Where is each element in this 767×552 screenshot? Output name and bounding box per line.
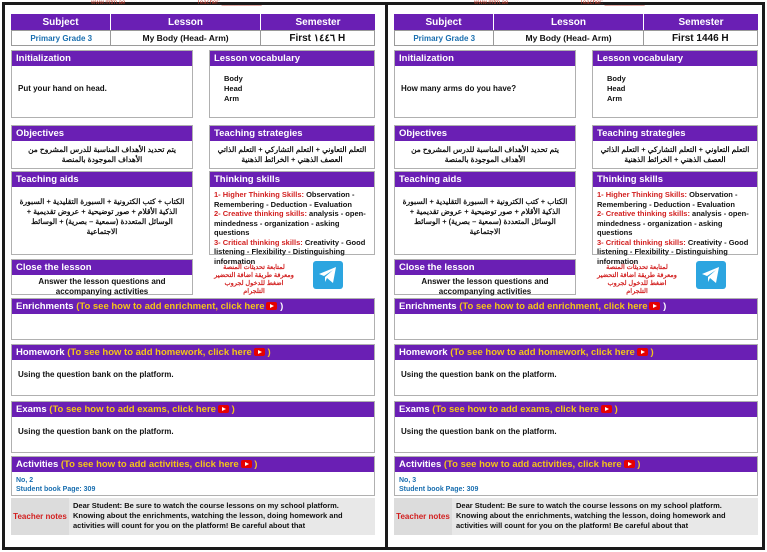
teacher-notes-text: Dear Student: Be sure to watch the course lessons on my school platform. Knowing about the enrichments, watching the lesson, doing homework and activities will count for you on the platform! Be careful about that	[69, 498, 375, 535]
strategies-title: Teaching strategies	[210, 126, 374, 141]
thinking-skills-text	[210, 187, 374, 269]
exams-help-link[interactable]	[432, 404, 612, 415]
close-lesson-title: Close the lesson	[12, 260, 192, 275]
header-row	[11, 14, 375, 30]
exams-help-link[interactable]	[49, 404, 229, 415]
homework-box	[11, 344, 375, 396]
thinking-skills-title: Thinking skills	[210, 172, 374, 187]
youtube-play-icon[interactable]	[218, 405, 229, 413]
youtube-play-icon[interactable]	[637, 348, 648, 356]
youtube-play-icon[interactable]	[241, 460, 252, 468]
activity-number: No, 3	[399, 477, 417, 484]
semester-value: First ١٤٤٦ H	[289, 32, 346, 44]
homework-paren: )	[267, 347, 271, 358]
enrichments-help-link[interactable]	[459, 301, 660, 312]
initialization-text: Put your hand on head.	[18, 84, 107, 93]
activities-help-text: (To see how to add activities, click here	[443, 459, 622, 470]
youtube-play-icon[interactable]	[254, 348, 265, 356]
exams-help-text: (To see how to add exams, click here	[432, 404, 599, 415]
objectives-title: Objectives	[395, 126, 575, 141]
homework-box	[394, 344, 758, 396]
grade-value: Primary Grade 3	[12, 31, 111, 45]
grade-value: Primary Grade 3	[395, 31, 494, 45]
close-lesson-box	[394, 259, 576, 295]
homework-text: Using the question bank on the platform.	[401, 370, 557, 379]
activities-paren: )	[254, 459, 258, 470]
activity-number: No, 2	[16, 477, 34, 484]
youtube-play-icon[interactable]	[601, 405, 612, 413]
initialization-box	[394, 50, 576, 118]
teaching-aids-text: الكتاب + كتب الكترونية + السبورة التقليدية + السبورة الذكية الأقلام + صور توضيحية + عروض تقديمية + الوسائل المتعددة (سمعية – بصرية) + الوسائط الاجتماعية	[402, 197, 568, 236]
close-lesson-text: Answer the lesson questions and accompanying activities	[38, 277, 166, 296]
exams-text: Using the question bank on the platform.	[401, 427, 557, 436]
strategies-box	[209, 125, 375, 169]
activities-help-text: (To see how to add activities, click here	[60, 459, 239, 470]
critical-thinking-text: Creativity - Good listening - Flexibility - Distinguishing information	[214, 237, 366, 266]
lesson-value: My Body (Head- Arm)	[111, 31, 260, 45]
homework-help-text: (To see how to add homework, click here	[67, 347, 252, 358]
activities-title: Activities	[16, 459, 59, 470]
student-book-page: Student book Page: 309	[399, 486, 479, 493]
semester-header: Semester	[261, 14, 375, 30]
vocabulary-list	[210, 66, 374, 104]
close-lesson-box	[11, 259, 193, 295]
initialization-text: How many arms do you have?	[401, 84, 517, 93]
youtube-play-icon[interactable]	[266, 302, 277, 310]
activities-box	[11, 456, 375, 496]
vocabulary-list	[593, 66, 757, 104]
teaching-aids-title: Teaching aids	[395, 172, 575, 187]
critical-thinking-heading: 3- Critical thinking skills:	[597, 237, 686, 247]
teacher-notes-box	[394, 498, 758, 535]
higher-thinking-text: Observation - Remembering - Deduction - Evaluation	[214, 190, 355, 209]
critical-thinking-text: Creativity - Good listening - Flexibility - Distinguishing information	[597, 237, 749, 266]
vocabulary-word: Arm	[224, 94, 240, 103]
thinking-skills-box	[209, 171, 375, 266]
activities-help-link[interactable]	[61, 459, 252, 470]
critical-thinking-heading: 3- Critical thinking skills:	[214, 237, 303, 247]
page-divider	[385, 5, 388, 547]
exams-box	[394, 401, 758, 453]
close-lesson-title: Close the lesson	[395, 260, 575, 275]
exams-paren: )	[231, 404, 235, 415]
enrichments-bar	[395, 299, 757, 314]
objectives-box	[394, 125, 576, 169]
exams-paren: )	[614, 404, 618, 415]
strategies-text: التعلم التعاوني + التعلم التشاركي + التعلم الذاتي العصف الذهني + الخرائط الذهنية	[600, 145, 750, 164]
lesson-header: Lesson	[111, 14, 261, 30]
enrichments-box	[11, 298, 375, 340]
semester-value: First 1446 H	[671, 32, 729, 44]
telegram-promo-text[interactable]: لمتابعة تحديثات المنصة ومعرفة طريقة اضافة التحضير اضغط للدخول لجروب التلجرام	[597, 264, 677, 295]
activities-bar	[395, 457, 757, 472]
exams-box	[11, 401, 375, 453]
homework-title: Homework	[399, 347, 448, 358]
objectives-title: Objectives	[12, 126, 192, 141]
enrichments-title: Enrichments	[399, 301, 457, 312]
close-lesson-text: Answer the lesson questions and accompanying activities	[421, 277, 549, 296]
teacher-notes-text: Dear Student: Be sure to watch the course lessons on my school platform. Knowing about the enrichments, watching the lesson, doing homework and activities will count for you on the platform! Be careful about that	[452, 498, 758, 535]
vocabulary-word: Head	[607, 84, 626, 93]
enrichments-paren: )	[280, 301, 284, 312]
activities-details	[395, 472, 757, 498]
vocabulary-box	[209, 50, 375, 118]
creative-thinking-text: analysis - open-mindedness - organization - asking questions	[214, 209, 366, 237]
header-row	[394, 14, 758, 30]
teaching-aids-box	[11, 171, 193, 255]
telegram-promo-text[interactable]: لمتابعة تحديثات المنصة ومعرفة طريقة اضافة التحضير اضغط للدخول لجروب التلجرام	[214, 264, 294, 295]
teacher-line: Teacher: ____________	[579, 0, 645, 6]
vocabulary-word: Head	[224, 84, 243, 93]
thinking-skills-title: Thinking skills	[593, 172, 757, 187]
homework-title: Homework	[16, 347, 65, 358]
exams-title: Exams	[16, 404, 47, 415]
exams-help-text: (To see how to add exams, click here	[49, 404, 216, 415]
top-note	[91, 0, 332, 6]
higher-thinking-heading: 1- Higher Thinking Skills:	[214, 190, 305, 199]
subject-header: Subject	[394, 14, 494, 30]
enrichments-bar	[12, 299, 374, 314]
higher-thinking-text: Observation - Remembering - Deduction - Evaluation	[597, 190, 738, 209]
youtube-play-icon[interactable]	[649, 302, 660, 310]
thinking-skills-text	[593, 187, 757, 269]
teacher-line: Teacher: ____________	[196, 0, 262, 6]
activities-bar	[12, 457, 374, 472]
telegram-icon[interactable]	[313, 261, 343, 289]
initialization-title: Initialization	[12, 51, 192, 66]
enrichments-help-text: (To see how to add enrichment, click here	[76, 301, 265, 312]
activities-help-link[interactable]	[444, 459, 635, 470]
vocabulary-title: Lesson vocabulary	[593, 51, 757, 66]
objectives-text: يتم تحديد الأهداف المناسبة للدرس المشروح من الأهداف الموجودة بالمنصة	[28, 145, 176, 164]
vocabulary-box	[592, 50, 758, 118]
creative-thinking-heading: 2- Creative thinking skills:	[597, 209, 690, 218]
exams-title: Exams	[399, 404, 430, 415]
vocabulary-word: Arm	[607, 94, 623, 103]
teaching-aids-text: الكتاب + كتب الكترونية + السبورة التقليدية + السبورة الذكية الأقلام + صور توضيحية + عروض تقديمية + الوسائل المتعددة (سمعية – بصرية) + الوسائط الاجتماعية	[19, 197, 185, 236]
exams-text: Using the question bank on the platform.	[18, 427, 174, 436]
homework-help-text: (To see how to add homework, click here	[450, 347, 635, 358]
homework-help-link[interactable]	[450, 347, 648, 358]
vocabulary-title: Lesson vocabulary	[210, 51, 374, 66]
creative-thinking-heading: 2- Creative thinking skills:	[214, 209, 307, 218]
enrichments-box	[394, 298, 758, 340]
telegram-icon[interactable]	[696, 261, 726, 289]
lesson-plan-page	[394, 0, 758, 542]
enrichments-help-link[interactable]	[76, 301, 277, 312]
activities-title: Activities	[399, 459, 442, 470]
activities-details	[12, 472, 374, 498]
homework-paren: )	[650, 347, 654, 358]
exams-bar	[395, 402, 757, 417]
enrichments-paren: )	[663, 301, 667, 312]
teaching-aids-box	[394, 171, 576, 255]
teacher-notes-label: Teacher notes	[396, 512, 450, 521]
initialization-box	[11, 50, 193, 118]
homework-bar	[395, 345, 757, 360]
teacher-notes-label: Teacher notes	[13, 512, 67, 521]
objectives-box	[11, 125, 193, 169]
lesson-value: My Body (Head- Arm)	[494, 31, 643, 45]
objectives-text: يتم تحديد الأهداف المناسبة للدرس المشروح من الأهداف الموجودة بالمنصة	[411, 145, 559, 164]
strategies-text: التعلم التعاوني + التعلم التشاركي + التعلم الذاتي العصف الذهني + الخرائط الذهنية	[217, 145, 367, 164]
higher-thinking-heading: 1- Higher Thinking Skills:	[597, 190, 688, 199]
strategies-box	[592, 125, 758, 169]
activities-box	[394, 456, 758, 496]
subject-header: Subject	[11, 14, 111, 30]
vocabulary-word: Body	[224, 74, 243, 83]
site-url[interactable]: www.mtm.ae	[474, 0, 509, 6]
initialization-title: Initialization	[395, 51, 575, 66]
enrichments-title: Enrichments	[16, 301, 74, 312]
thinking-skills-box	[592, 171, 758, 266]
lesson-plan-page	[11, 0, 375, 542]
values-row	[394, 30, 758, 46]
exams-bar	[12, 402, 374, 417]
teacher-notes-box	[11, 498, 375, 535]
enrichments-help-text: (To see how to add enrichment, click here	[459, 301, 648, 312]
student-book-page: Student book Page: 309	[16, 486, 96, 493]
homework-text: Using the question bank on the platform.	[18, 370, 174, 379]
top-note	[474, 0, 715, 6]
teaching-aids-title: Teaching aids	[12, 172, 192, 187]
lesson-header: Lesson	[494, 14, 644, 30]
homework-bar	[12, 345, 374, 360]
semester-header: Semester	[644, 14, 758, 30]
strategies-title: Teaching strategies	[593, 126, 757, 141]
values-row	[11, 30, 375, 46]
creative-thinking-text: analysis - open-mindedness - organization - asking questions	[597, 209, 749, 237]
vocabulary-word: Body	[607, 74, 626, 83]
activities-paren: )	[637, 459, 641, 470]
youtube-play-icon[interactable]	[624, 460, 635, 468]
site-url[interactable]: www.mtm.ae	[91, 0, 126, 6]
homework-help-link[interactable]	[67, 347, 265, 358]
